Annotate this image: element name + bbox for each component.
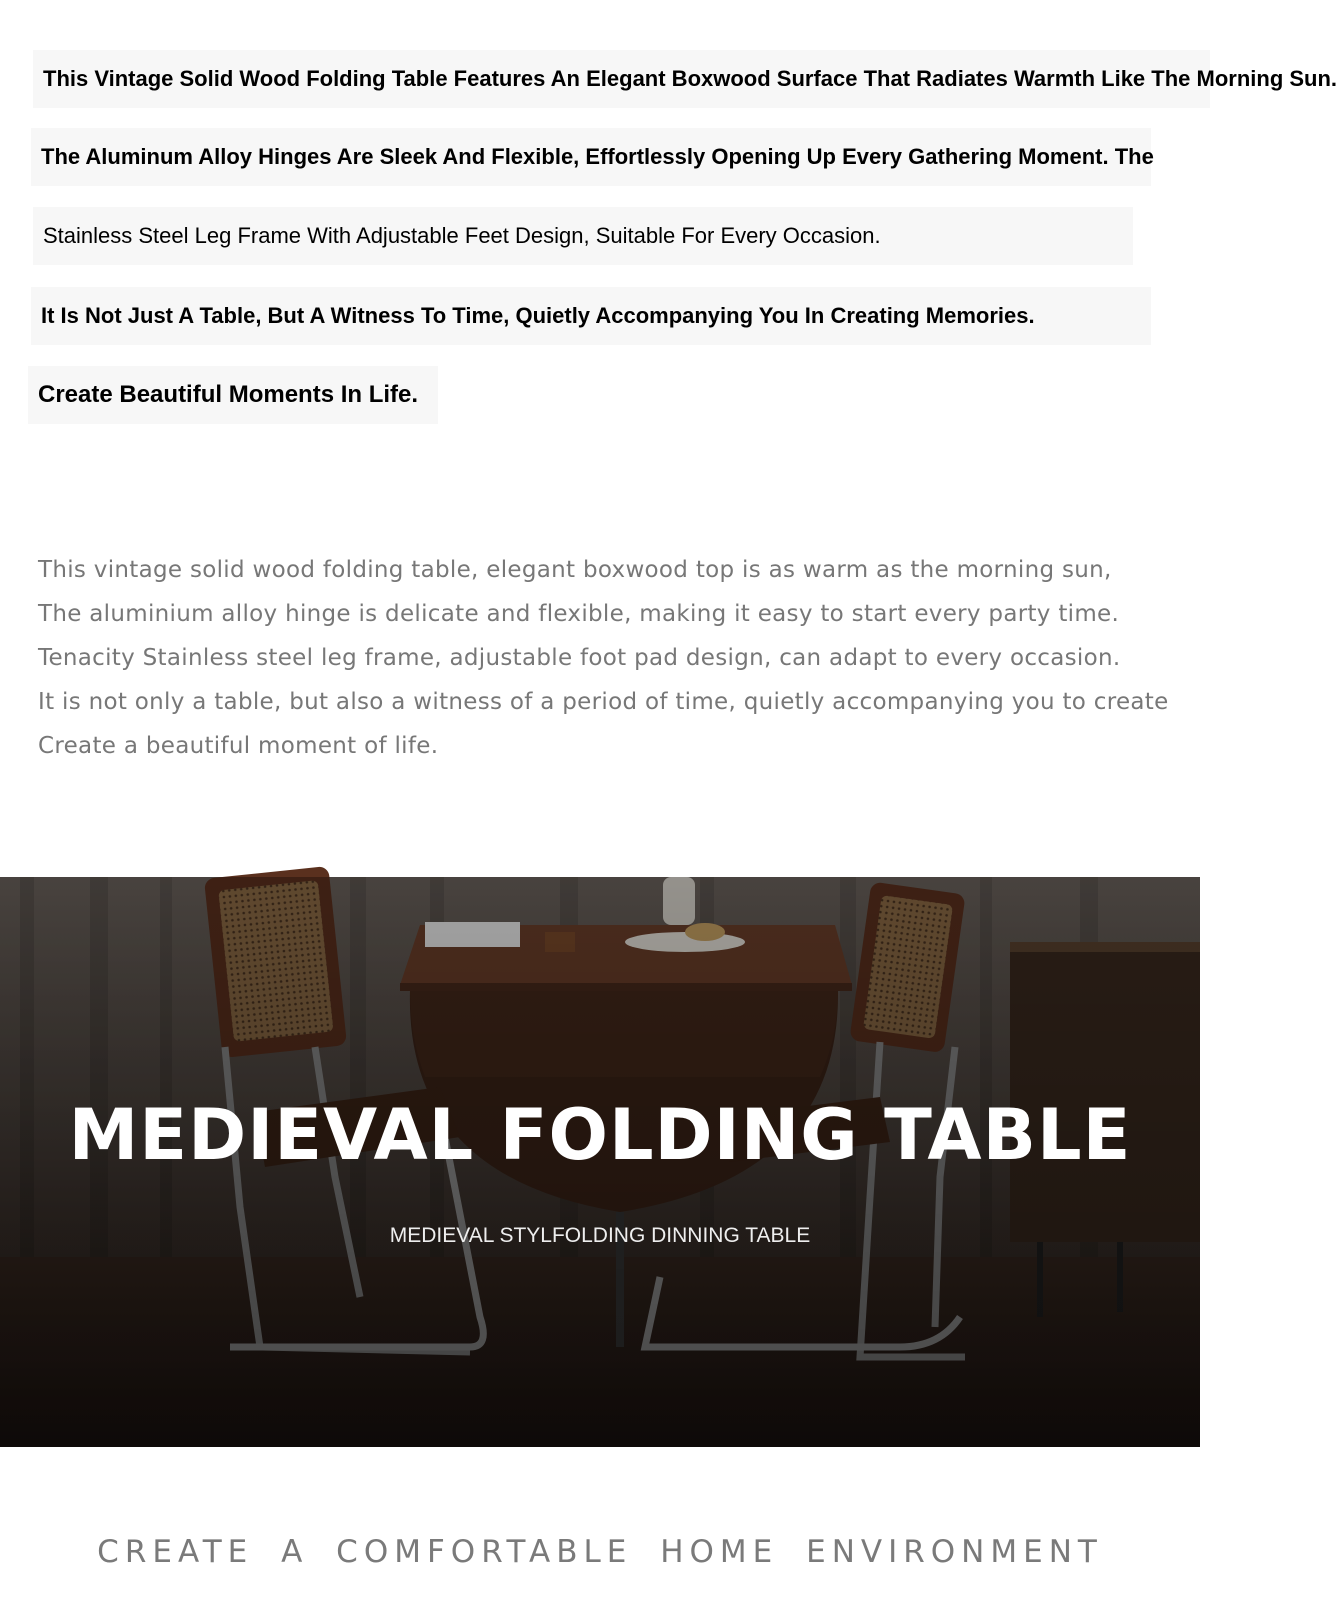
description-line-4: It is not only a table, but also a witness of a period of time, quietly accompanying you to create xyxy=(38,689,1169,715)
description-line-3: Tenacity Stainless steel leg frame, adjustable foot pad design, can adapt to every occasion. xyxy=(38,645,1121,671)
description-line-1: This vintage solid wood folding table, elegant boxwood top is as warm as the morning sun, xyxy=(38,557,1112,583)
intro-line-2: The Aluminum Alloy Hinges Are Sleek And Flexible, Effortlessly Opening Up Every Gathering Moment. The xyxy=(31,128,1151,186)
intro-line-4: It Is Not Just A Table, But A Witness To Time, Quietly Accompanying You In Creating Memories. xyxy=(31,287,1151,345)
intro-line-3: Stainless Steel Leg Frame With Adjustable Feet Design, Suitable For Every Occasion. xyxy=(33,207,1133,265)
section-heading: CREATE A COMFORTABLE HOME ENVIRONMENT xyxy=(97,1534,1103,1570)
intro-line-5: Create Beautiful Moments In Life. xyxy=(28,366,438,424)
description-line-5: Create a beautiful moment of life. xyxy=(38,733,439,759)
hero-subtitle: MEDIEVAL STYLFOLDING DINNING TABLE xyxy=(389,1224,811,1247)
hero-title: MEDIEVAL FOLDING TABLE xyxy=(68,1094,1132,1176)
intro-line-1: This Vintage Solid Wood Folding Table Features An Elegant Boxwood Surface That Radiates Warmth Like The Morning Sun. xyxy=(33,50,1210,108)
description-block xyxy=(38,548,1200,768)
description-line-2: The aluminium alloy hinge is delicate and flexible, making it easy to start every party time. xyxy=(38,601,1120,627)
